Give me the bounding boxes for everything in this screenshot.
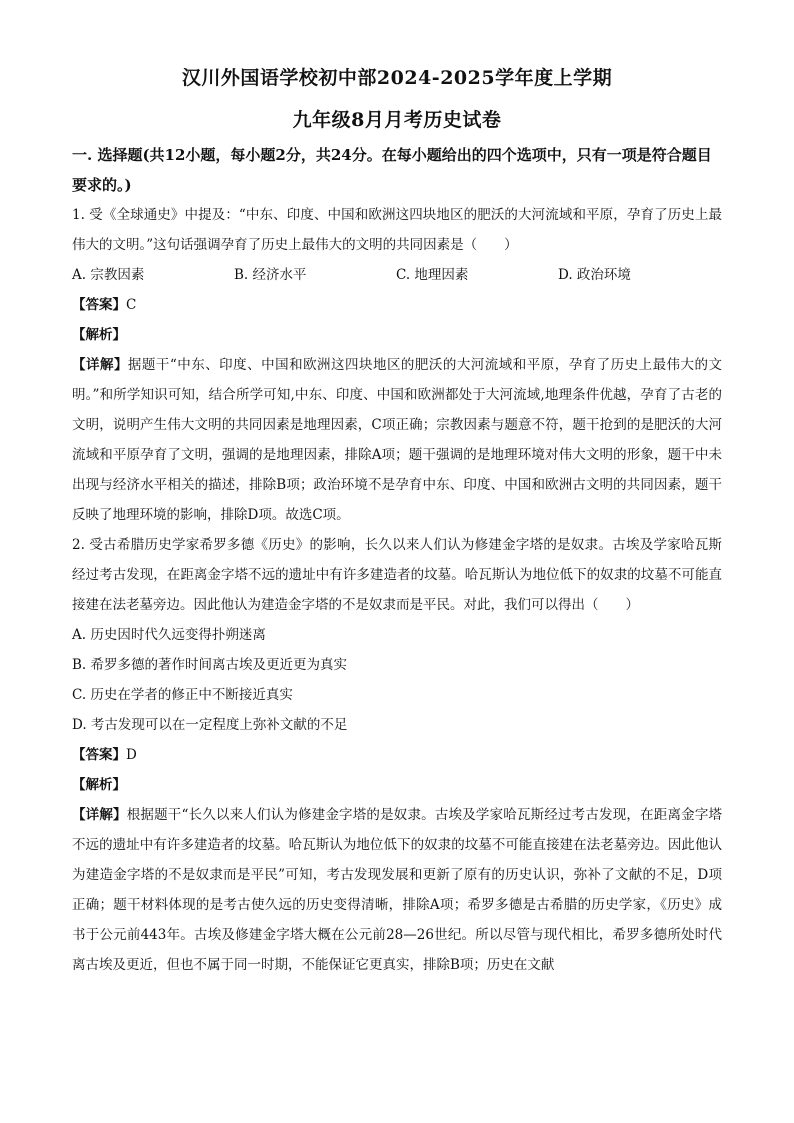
question-stem: 2. 受古希腊历史学家希罗多德《历史》的影响，长久以来人们认为修建金字塔的是奴隶。古埃及学家哈瓦斯经过考古发现，在距离金字塔不远的遗址中有许多建造者的坟墓。哈瓦斯认为地位低下的奴隶的坟墓不可能直接建在法老墓旁边。因此他认为建造金字塔的不是奴隶而是平民。对此，我们可以得出（ ） [72, 537, 722, 613]
section-heading: 一. 选择题(共12小题，每小题2分，共24分。在每小题给出的四个选项中，只有一项是符合题目要求的。) [72, 146, 712, 194]
detail-paragraph [72, 350, 722, 530]
detail-text: 根据题干“长久以来人们认为修建金字塔的是奴隶。古埃及学家哈瓦斯经过考古发现，在距离金字塔不远的遗址中有许多建造者的坟墓。哈瓦斯认为地位低下的奴隶的坟墓不可能直接建在法老墓旁边。因此他认为建造金字塔的不是奴隶而是平民”可知，考古发现发展和更新了原有的历史认识，弥补了文献的不足，D项正确；题干材料体现的是考古使久远的历史变得清晰，排除A项；希罗多德是古希腊的历史学家，《历史》成书于公元前443年。古埃及修建金字塔大概在公元前28—26世纪。所以尽管与现代相比，希罗多德所处时代离古埃及更近，但也不属于同一时期，不能保证它更真实，排除B项；历史在文献 [72, 807, 722, 973]
detail-text: 据题干“中东、印度、中国和欧洲这四块地区的肥沃的大河流域和平原，孕育了历史上最伟大的文明。”和所学知识可知，结合所学可知,中东、印度、中国和欧洲都处于大河流域,地理条件优越，孕育了古老的文明，说明产生伟大文明的共同因素是地理因素，C项正确；宗教因素与题意不符，题干抢到的是肥沃的大河流域和平原孕育了文明，强调的是地理因素，排除A项；题干强调的是地理环境对伟大文明的形象，题干中未出现与经济水平相关的描述，排除B项；政治环境不是孕育中东、印度、中国和欧洲古文明的共同因素，题干反映了地理环境的影响，排除D项。故选C项。 [72, 357, 722, 523]
option-a: A. 宗教因素 [72, 267, 145, 283]
detail-tag: 【详解】 [72, 807, 127, 823]
option-d: D. 考古发现可以在一定程度上弥补文献的不足 [72, 717, 348, 733]
options-row [72, 260, 722, 290]
exam-title: 汉川外国语学校初中部2024-2025学年度上学期 [181, 67, 613, 89]
answer-value: D [126, 747, 137, 763]
analysis-line [72, 770, 722, 800]
answer-value: C [126, 297, 137, 313]
question-stem: 1. 受《全球通史》中提及：“中东、印度、中国和欧洲这四块地区的肥沃的大河流域和平原，孕育了历史上最伟大的文明。”这句话强调孕育了历史上最伟大的文明的共同因素是（ ） [72, 207, 722, 253]
question-2 [72, 530, 722, 980]
answer-tag: 【答案】 [72, 297, 126, 313]
option-a: A. 历史因时代久远变得扑朔迷离 [72, 627, 266, 643]
option-b: B. 希罗多德的著作时间离古埃及更近更为真实 [72, 657, 348, 673]
answer-tag: 【答案】 [72, 747, 126, 763]
detail-paragraph [72, 800, 722, 980]
option-c: C. 地理因素 [396, 267, 469, 283]
analysis-tag: 【解析】 [72, 327, 126, 343]
analysis-line [72, 320, 722, 350]
option-b: B. 经济水平 [234, 267, 307, 283]
analysis-tag: 【解析】 [72, 777, 126, 793]
answer-line [72, 740, 722, 770]
option-c: C. 历史在学者的修正中不断接近真实 [72, 687, 293, 703]
question-1 [72, 200, 722, 530]
option-d: D. 政治环境 [558, 267, 631, 283]
answer-line [72, 290, 722, 320]
detail-tag: 【详解】 [72, 357, 128, 373]
exam-subtitle: 九年级8月月考历史试卷 [292, 109, 502, 131]
